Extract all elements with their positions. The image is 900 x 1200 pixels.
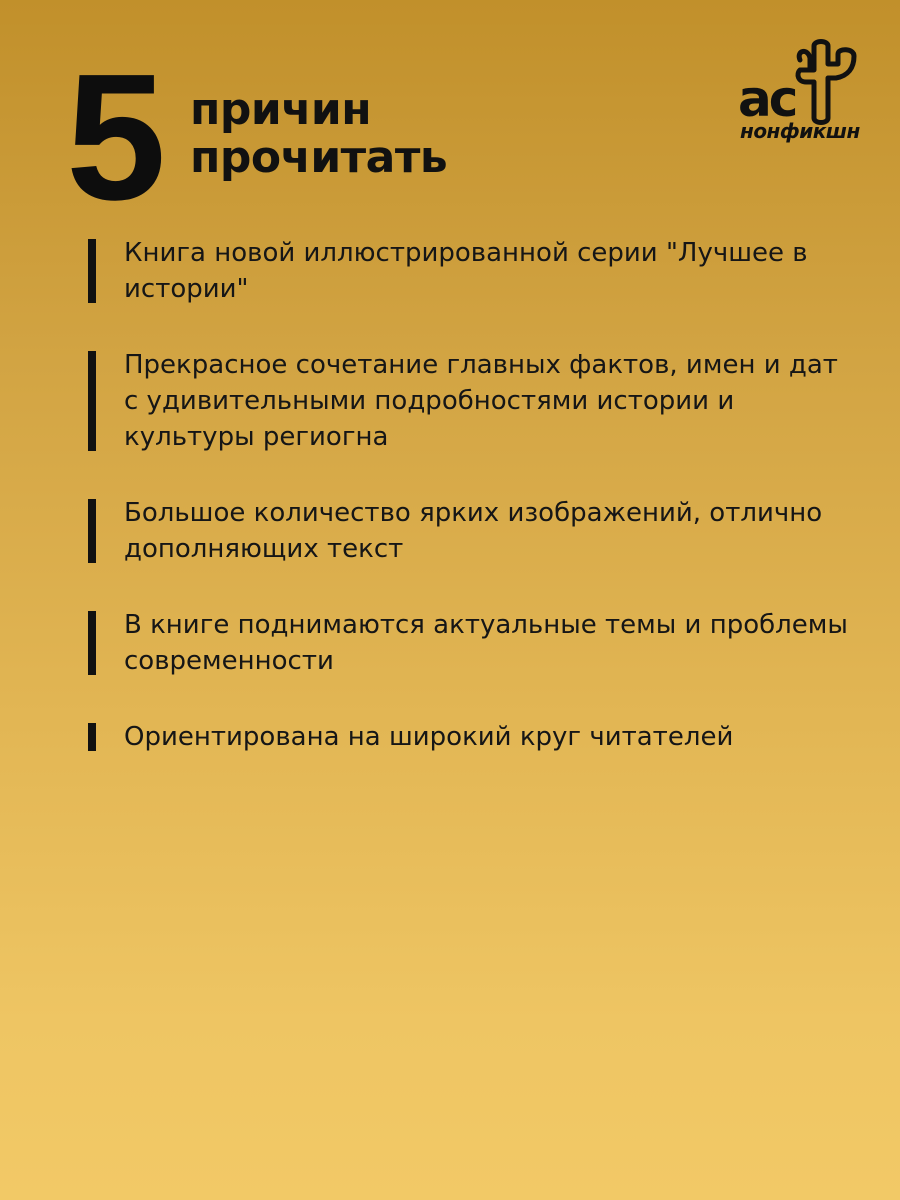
list-item [88,235,848,307]
reason-text: Большое количество ярких изображений, отлично дополняющих текст [124,498,823,564]
publisher-logo [736,38,866,150]
list-item [88,347,848,455]
cactus-icon [798,42,854,123]
bullet-bar [88,611,96,675]
logo-subtitle: нонфикшн [740,119,860,143]
reason-text: В книге поднимаются актуальные темы и проблемы современности [124,610,848,676]
ast-logo-mark [736,38,866,128]
title-line-1: причин [190,84,372,135]
reasons-list [88,235,848,795]
reason-text: Ориентирована на широкий круг читателей [124,722,734,752]
list-item [88,495,848,567]
list-item [88,719,848,755]
bullet-bar [88,239,96,303]
svg-text:ас: ас [738,70,796,128]
title-line-2: прочитать [190,132,448,183]
reason-text: Книга новой иллюстрированной серии "Лучшее в истории" [124,238,808,304]
page-title [190,86,447,182]
big-number-five: 5 [66,37,163,238]
bullet-bar [88,499,96,563]
list-item [88,607,848,679]
reason-text: Прекрасное сочетание главных фактов, имен и дат с удивительными подробностями истории и культуры региогна [124,350,838,452]
bullet-bar [88,351,96,451]
bullet-bar [88,723,96,751]
